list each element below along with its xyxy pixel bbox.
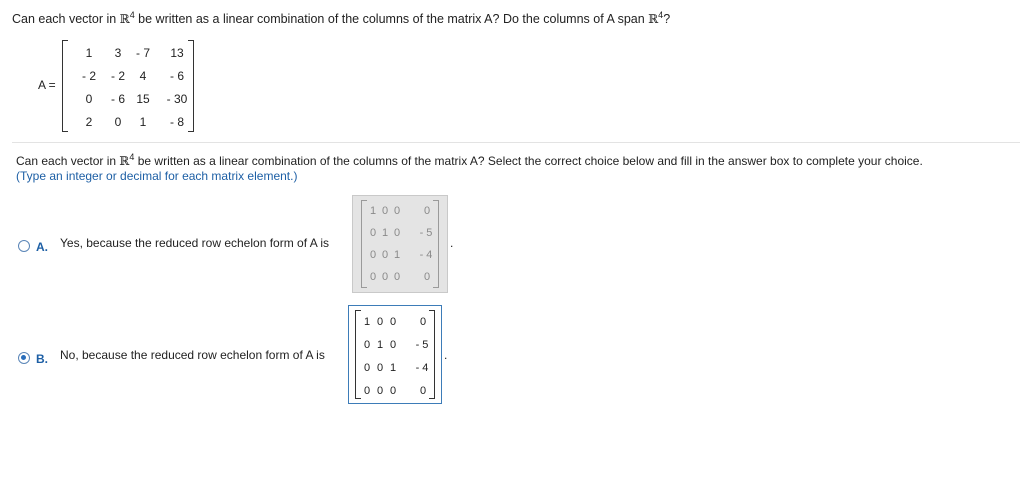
matrix-cell[interactable]: 0: [419, 385, 427, 397]
matrix-cell[interactable]: 1: [376, 339, 384, 351]
matrix-cell[interactable]: 0: [393, 227, 401, 239]
matrix-cell[interactable]: 1: [369, 205, 377, 217]
prompt-text: [16, 152, 923, 168]
option-b-letter[interactable]: B.: [36, 352, 48, 366]
option-a-matrix: [361, 200, 439, 288]
option-a-letter[interactable]: A.: [36, 240, 48, 254]
matrix-cell: 1: [85, 46, 93, 60]
left-bracket: [62, 40, 68, 132]
option-b-matrix: [355, 310, 435, 399]
option-b-radio[interactable]: [18, 352, 30, 364]
matrix-cell: - 8: [169, 115, 184, 129]
matrix-cell[interactable]: 0: [423, 205, 431, 217]
matrix-cell: - 6: [169, 69, 184, 83]
option-b-answer-box[interactable]: [348, 305, 442, 404]
matrix-cell[interactable]: 0: [381, 249, 389, 261]
option-a-text[interactable]: Yes, because the reduced row echelon form of A is: [60, 236, 330, 250]
option-a-radio[interactable]: [18, 240, 30, 252]
matrix-cell: 1: [139, 115, 147, 129]
matrix-cell: - 2: [110, 69, 125, 83]
matrix-cell[interactable]: 0: [376, 362, 384, 374]
matrix-cell: 0: [114, 115, 122, 129]
matrix-cell[interactable]: 0: [389, 316, 397, 328]
matrix-cell[interactable]: 0: [376, 316, 384, 328]
matrix-cell[interactable]: 0: [363, 362, 371, 374]
real-space-symbol: ℝ: [648, 12, 659, 27]
matrix-cell[interactable]: 0: [363, 339, 371, 351]
question-text-part: Can each vector in: [12, 12, 120, 27]
matrix-cell[interactable]: 0: [376, 385, 384, 397]
exponent: 4: [129, 10, 135, 20]
prompt-text-part: Can each vector in: [16, 154, 120, 168]
exponent: 4: [658, 10, 664, 20]
matrix-cell[interactable]: 0: [363, 385, 371, 397]
matrix-cell[interactable]: 0: [389, 339, 397, 351]
matrix-cell[interactable]: 0: [381, 271, 389, 283]
matrix-cell: 0: [85, 92, 93, 106]
matrix-cell: 15: [136, 92, 150, 106]
exponent: 4: [129, 152, 135, 162]
matrix-cell: 13: [170, 46, 184, 60]
question-text-part: ?: [663, 12, 671, 27]
sentence-period: .: [444, 348, 448, 362]
matrix-cell[interactable]: 0: [369, 227, 377, 239]
matrix-cell: 4: [139, 69, 147, 83]
option-a-answer-box[interactable]: [352, 195, 448, 293]
matrix-cell[interactable]: 0: [393, 271, 401, 283]
matrix-cell[interactable]: 1: [389, 362, 397, 374]
matrix-cell[interactable]: 1: [381, 227, 389, 239]
matrix-cell[interactable]: - 5: [415, 339, 429, 351]
matrix-cell[interactable]: 0: [423, 271, 431, 283]
real-space-symbol: ℝ: [119, 154, 130, 168]
question-text: [12, 10, 670, 26]
prompt-text-part: be written as a linear combination of the columns of the matrix A? Select the correct choice below and fill in the answer box to complete your choice.: [134, 154, 923, 168]
matrix-cell[interactable]: - 4: [419, 249, 433, 261]
matrix-cell: - 2: [81, 69, 96, 83]
matrix-cell[interactable]: 0: [389, 385, 397, 397]
matrix-cell: - 6: [110, 92, 125, 106]
matrix-cell[interactable]: - 5: [419, 227, 433, 239]
matrix-cell[interactable]: 1: [393, 249, 401, 261]
option-b-text[interactable]: No, because the reduced row echelon form of A is: [60, 348, 325, 362]
matrix-cell: - 30: [166, 92, 188, 106]
matrix-cell[interactable]: 0: [369, 271, 377, 283]
question-text-part: be written as a linear combination of the columns of the matrix A? Do the columns of A span: [134, 12, 649, 27]
input-hint: (Type an integer or decimal for each matrix element.): [16, 169, 298, 183]
matrix-cell[interactable]: 0: [419, 316, 427, 328]
matrix-cell: - 7: [135, 46, 150, 60]
matrix-cell[interactable]: 1: [363, 316, 371, 328]
matrix-cell[interactable]: - 4: [415, 362, 429, 374]
matrix-cell[interactable]: 0: [393, 205, 401, 217]
sentence-period: .: [450, 236, 454, 250]
matrix-a: [62, 40, 194, 132]
matrix-cell[interactable]: 0: [369, 249, 377, 261]
divider: [12, 142, 1020, 143]
matrix-cell: 3: [114, 46, 122, 60]
matrix-cell: 2: [85, 115, 93, 129]
matrix-label: A =: [38, 78, 56, 92]
real-space-symbol: ℝ: [119, 12, 130, 27]
matrix-cell[interactable]: 0: [381, 205, 389, 217]
